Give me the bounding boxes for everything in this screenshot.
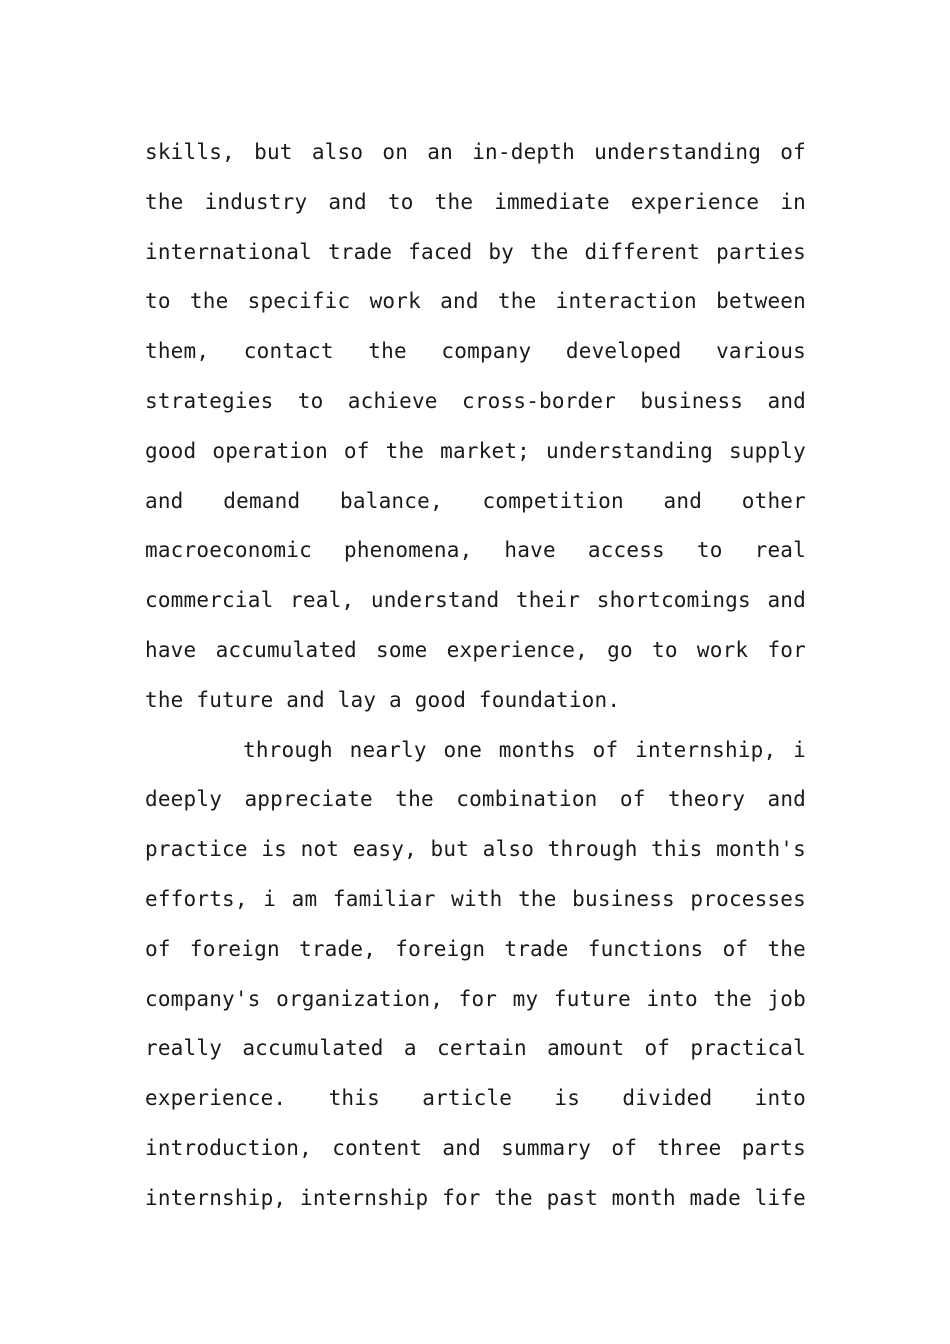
text-line: strategies to achieve cross-border business and <box>145 388 806 413</box>
paragraph-2 <box>145 726 806 1224</box>
text-line: commercial real, understand their shortcomings and <box>145 588 806 613</box>
text-line: really accumulated a certain amount of practical <box>145 1036 806 1061</box>
text-line: good operation of the market; understanding supply <box>145 438 806 463</box>
text-line: the future and lay a good foundation. <box>145 687 621 712</box>
text-line: experience. this article is divided into <box>145 1086 806 1111</box>
text-line: of foreign trade, foreign trade functions of the <box>145 936 806 961</box>
text-line: practice is not easy, but also through this month's <box>145 837 806 862</box>
text-line: international trade faced by the different parties <box>145 239 806 264</box>
paragraph-1 <box>145 128 806 726</box>
text-line: efforts, i am familiar with the business processes <box>145 886 806 911</box>
text-line: to the specific work and the interaction between <box>145 289 806 314</box>
text-line: skills, but also on an in-depth understanding of <box>145 140 806 164</box>
text-line: have accumulated some experience, go to work for <box>145 637 806 662</box>
text-line: the industry and to the immediate experience in <box>145 189 806 214</box>
text-line: them, contact the company developed various <box>145 339 806 364</box>
document-body <box>145 128 806 1224</box>
text-line: deeply appreciate the combination of theory and <box>145 787 806 812</box>
text-line: company's organization, for my future into the job <box>145 986 806 1011</box>
text-line: introduction, content and summary of three parts <box>145 1135 806 1160</box>
text-line: and demand balance, competition and other <box>145 488 806 513</box>
text-line: macroeconomic phenomena, have access to real <box>145 538 806 563</box>
text-line: through nearly one months of internship, i <box>243 737 806 762</box>
text-line: internship, internship for the past month made life <box>145 1185 806 1210</box>
